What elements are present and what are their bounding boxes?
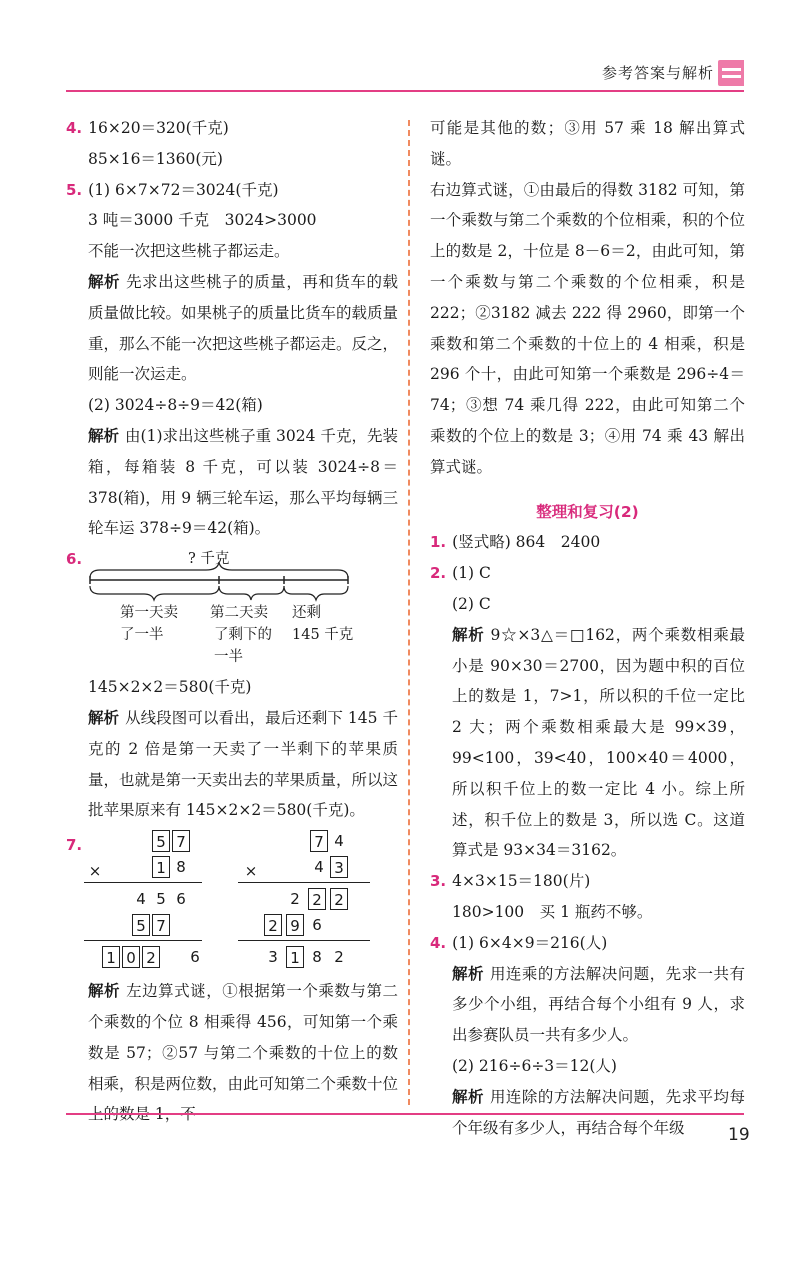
- q6-explanation-text: 从线段图可以看出，最后还剩下 145 千克的 2 倍是第一天卖了一半剩下的苹果质量，也就是第一天卖出去的苹果质量，所以这批苹果原来有 145×2×2＝580(千克)。: [88, 708, 399, 820]
- q7-number: 7.: [66, 836, 83, 855]
- r3-line1: [430, 866, 745, 897]
- q7b-digit: 4: [334, 832, 344, 851]
- q7b-digit: 4: [314, 858, 324, 877]
- r4-jiexi-label: 解析: [452, 963, 484, 983]
- q7b-rule: [238, 882, 370, 883]
- q6-seg2-label-a: 第二天卖: [210, 605, 268, 622]
- r1-answer: (竖式略) 864 2400: [452, 533, 601, 552]
- q5-line2: 3 吨＝3000 千克 3024>3000: [88, 211, 317, 230]
- footer-rule: [66, 1113, 744, 1115]
- r2-explanation: [430, 620, 745, 866]
- left-column: [66, 113, 398, 1130]
- q6-seg1-label-b: 了一半: [120, 627, 164, 644]
- header-tab-icon: [718, 60, 744, 86]
- q5-jiexi-label-2: 解析: [88, 425, 120, 445]
- r3-number: 3.: [430, 872, 447, 891]
- section-title: 整理和复习(2): [536, 502, 639, 521]
- q4-line2: 85×16＝1360(元): [88, 149, 223, 168]
- q5-number: 5.: [66, 180, 83, 199]
- r4-line1: [430, 928, 745, 959]
- q7b-digit-box: 7: [310, 830, 328, 852]
- q7b-digit: 2: [290, 890, 300, 909]
- q7-explanation-cont: 可能是其他的数；③用 57 乘 18 解出算式谜。: [430, 119, 745, 168]
- q7-puzzles: [66, 826, 398, 976]
- q4-formula1: 16×20＝320(千克): [88, 119, 229, 137]
- column-divider: [408, 120, 410, 1105]
- q7b-digit-box: 3: [330, 856, 348, 878]
- r4-jiexi-label-2: 解析: [452, 1086, 484, 1106]
- r4-explanation1: [430, 959, 745, 1051]
- q5-line3: 不能一次把这些桃子都运走。: [88, 242, 290, 261]
- q5-formula1: (1) 6×7×72＝3024(千克): [88, 180, 279, 199]
- q7-explanation-text: 左边算式谜，①根据第一个乘数与第二个乘数的个位 8 相乘得 456，可知第一个乘数是 57；②57 与第二个乘数的十位上的数相乘，积是两位数，由此可知第二个乘数十位: [88, 982, 399, 1093]
- q5-explanation1: [66, 267, 398, 390]
- r1-line: [430, 527, 745, 558]
- r2-line1: [430, 558, 745, 589]
- q6-line-diagram: [66, 544, 398, 672]
- q7-right-puzzle-explanation: 右边算式谜，①由最后的得数 3182 可知，第一个乘数与第二个乘数的个位相乘，积的个位上的数是 2，十位是 8－6＝2，由此可知，第一个乘数与第二个乘数的个位相乘，积是 222；②3182 减去 222 得 2960，即第一个乘数和第二个乘数的十位上的 4 相乘，积是 296 个十，由此可知第一个乘数是 296÷4＝74；③想 74 乘几得 222，由此可知第二个乘数的个位上的数是 3；④用 74 乘 43 解出算式谜。: [430, 180, 745, 476]
- r2-line2: (2) C: [452, 594, 491, 613]
- r4-explanation1-text: 用连乘的方法解决问题，先求一共有多少个小组，再结合每个小组有 9 人，求出参赛队员一共有多少人。: [452, 964, 745, 1045]
- q5-line1: [66, 175, 398, 206]
- r4-explanation2-text: 用连除的方法解决问题，先求平均每个年级有多少人，再结合每个年级: [452, 1087, 745, 1137]
- q7b-digit: 2: [334, 948, 344, 967]
- q7a-digit-box: 2: [142, 946, 160, 968]
- q7b-digit-box: 9: [286, 914, 304, 936]
- q5-explanation1-text: 先求出这些桃子的质量，再和货车的载质量做比较。如果桃子的质量比货车的载质量重，那么不能一次把这些桃子都运走。反之，则能一次运走。: [88, 272, 399, 384]
- q7a-digit-box: 1: [152, 856, 170, 878]
- q7b-digit: 8: [312, 948, 322, 967]
- q7a-rule: [84, 940, 202, 941]
- r4-formula1: (1) 6×4×9＝216(人): [452, 933, 608, 952]
- q7b-rule: [238, 940, 370, 941]
- q6-formula: 145×2×2＝580(千克): [88, 678, 252, 697]
- q7b-digit-box: 2: [308, 888, 326, 910]
- r2-jiexi-label: 解析: [452, 624, 485, 644]
- q5-explanation2: [66, 421, 398, 544]
- r1-number: 1.: [430, 533, 447, 552]
- q7a-digit-box: 1: [102, 946, 120, 968]
- q7a-digit: 6: [176, 890, 186, 909]
- q7a-digit-box: 5: [132, 914, 150, 936]
- q5-explanation2-text: 由(1)求出这些桃子重 3024 千克，先装箱，每箱装 8 千克，可以装 3024÷8＝378(箱)，用 9 辆三轮车运，那么平均每辆三轮车运 378÷9＝42(箱)。: [88, 426, 398, 538]
- q6-jiexi-label: 解析: [88, 707, 120, 727]
- q7a-times-sign: ×: [88, 862, 102, 881]
- q7a-digit-box: 7: [172, 830, 190, 852]
- r2-number: 2.: [430, 564, 447, 583]
- q7a-digit-box: 5: [152, 830, 170, 852]
- q6-number: 6.: [66, 550, 83, 569]
- q7a-digit-box: 0: [122, 946, 140, 968]
- r4-number: 4.: [430, 933, 447, 952]
- page-number: 19: [728, 1125, 750, 1145]
- r2-answer1: (1) C: [452, 564, 491, 583]
- q7-jiexi-label: 解析: [88, 981, 121, 1001]
- q7a-rule: [84, 882, 202, 883]
- header-rule: [66, 90, 744, 92]
- q4-line1: [66, 113, 398, 144]
- q7b-digit-box: 2: [264, 914, 282, 936]
- header-title: 参考答案与解析: [601, 64, 714, 82]
- q7a-digit: 6: [190, 948, 200, 967]
- q7-explanation: [66, 976, 398, 1130]
- q6-seg2-label-b: 了剩下的: [214, 627, 272, 644]
- q5-line4: (2) 3024÷8÷9＝42(箱): [88, 396, 263, 415]
- r3-formula: 4×3×15＝180(片): [452, 872, 591, 891]
- right-column: [430, 113, 745, 1143]
- r3-line2: 180>100 买 1 瓶药不够。: [452, 902, 653, 921]
- q5-jiexi-label: 解析: [88, 271, 121, 291]
- q6-seg3-label-a: 还剩: [292, 605, 321, 622]
- q6-total-label: ? 千克: [188, 551, 230, 568]
- q7b-digit-box: 2: [330, 888, 348, 910]
- q6-segment-graphic: [88, 544, 350, 604]
- q7b-digit-box: 1: [286, 946, 304, 968]
- q7a-digit: 5: [156, 890, 166, 909]
- q7b-digit: 6: [312, 916, 322, 935]
- q7b-digit: 3: [268, 948, 278, 967]
- q6-seg2-label-c: 一半: [214, 649, 243, 666]
- q7a-digit: 4: [136, 890, 146, 909]
- r2-explanation-text: 9☆×3△＝□162，两个乘数相乘最小是 90×30＝2700，因为题中积的百位上的数是 1，7>1，所以积的千位一定比 2 大；两个乘数相乘最大是 99×39，99<100，39<40，100×40＝4000，所以积千位上的数一定比 4 小。综上所述，积千位上的数是 3，所以选 C。这道算式是 93×34＝3162。: [452, 625, 745, 860]
- q6-seg3-label-b: 145 千克: [292, 627, 354, 644]
- q6-seg1-label-a: 第一天卖: [120, 605, 178, 622]
- r4-line2: (2) 216÷6÷3＝12(人): [452, 1056, 617, 1075]
- q6-explanation: [66, 703, 398, 826]
- q7a-digit-box: 7: [152, 914, 170, 936]
- q4-number: 4.: [66, 119, 83, 137]
- q7b-times-sign: ×: [244, 862, 258, 881]
- q7a-digit: 8: [176, 858, 186, 877]
